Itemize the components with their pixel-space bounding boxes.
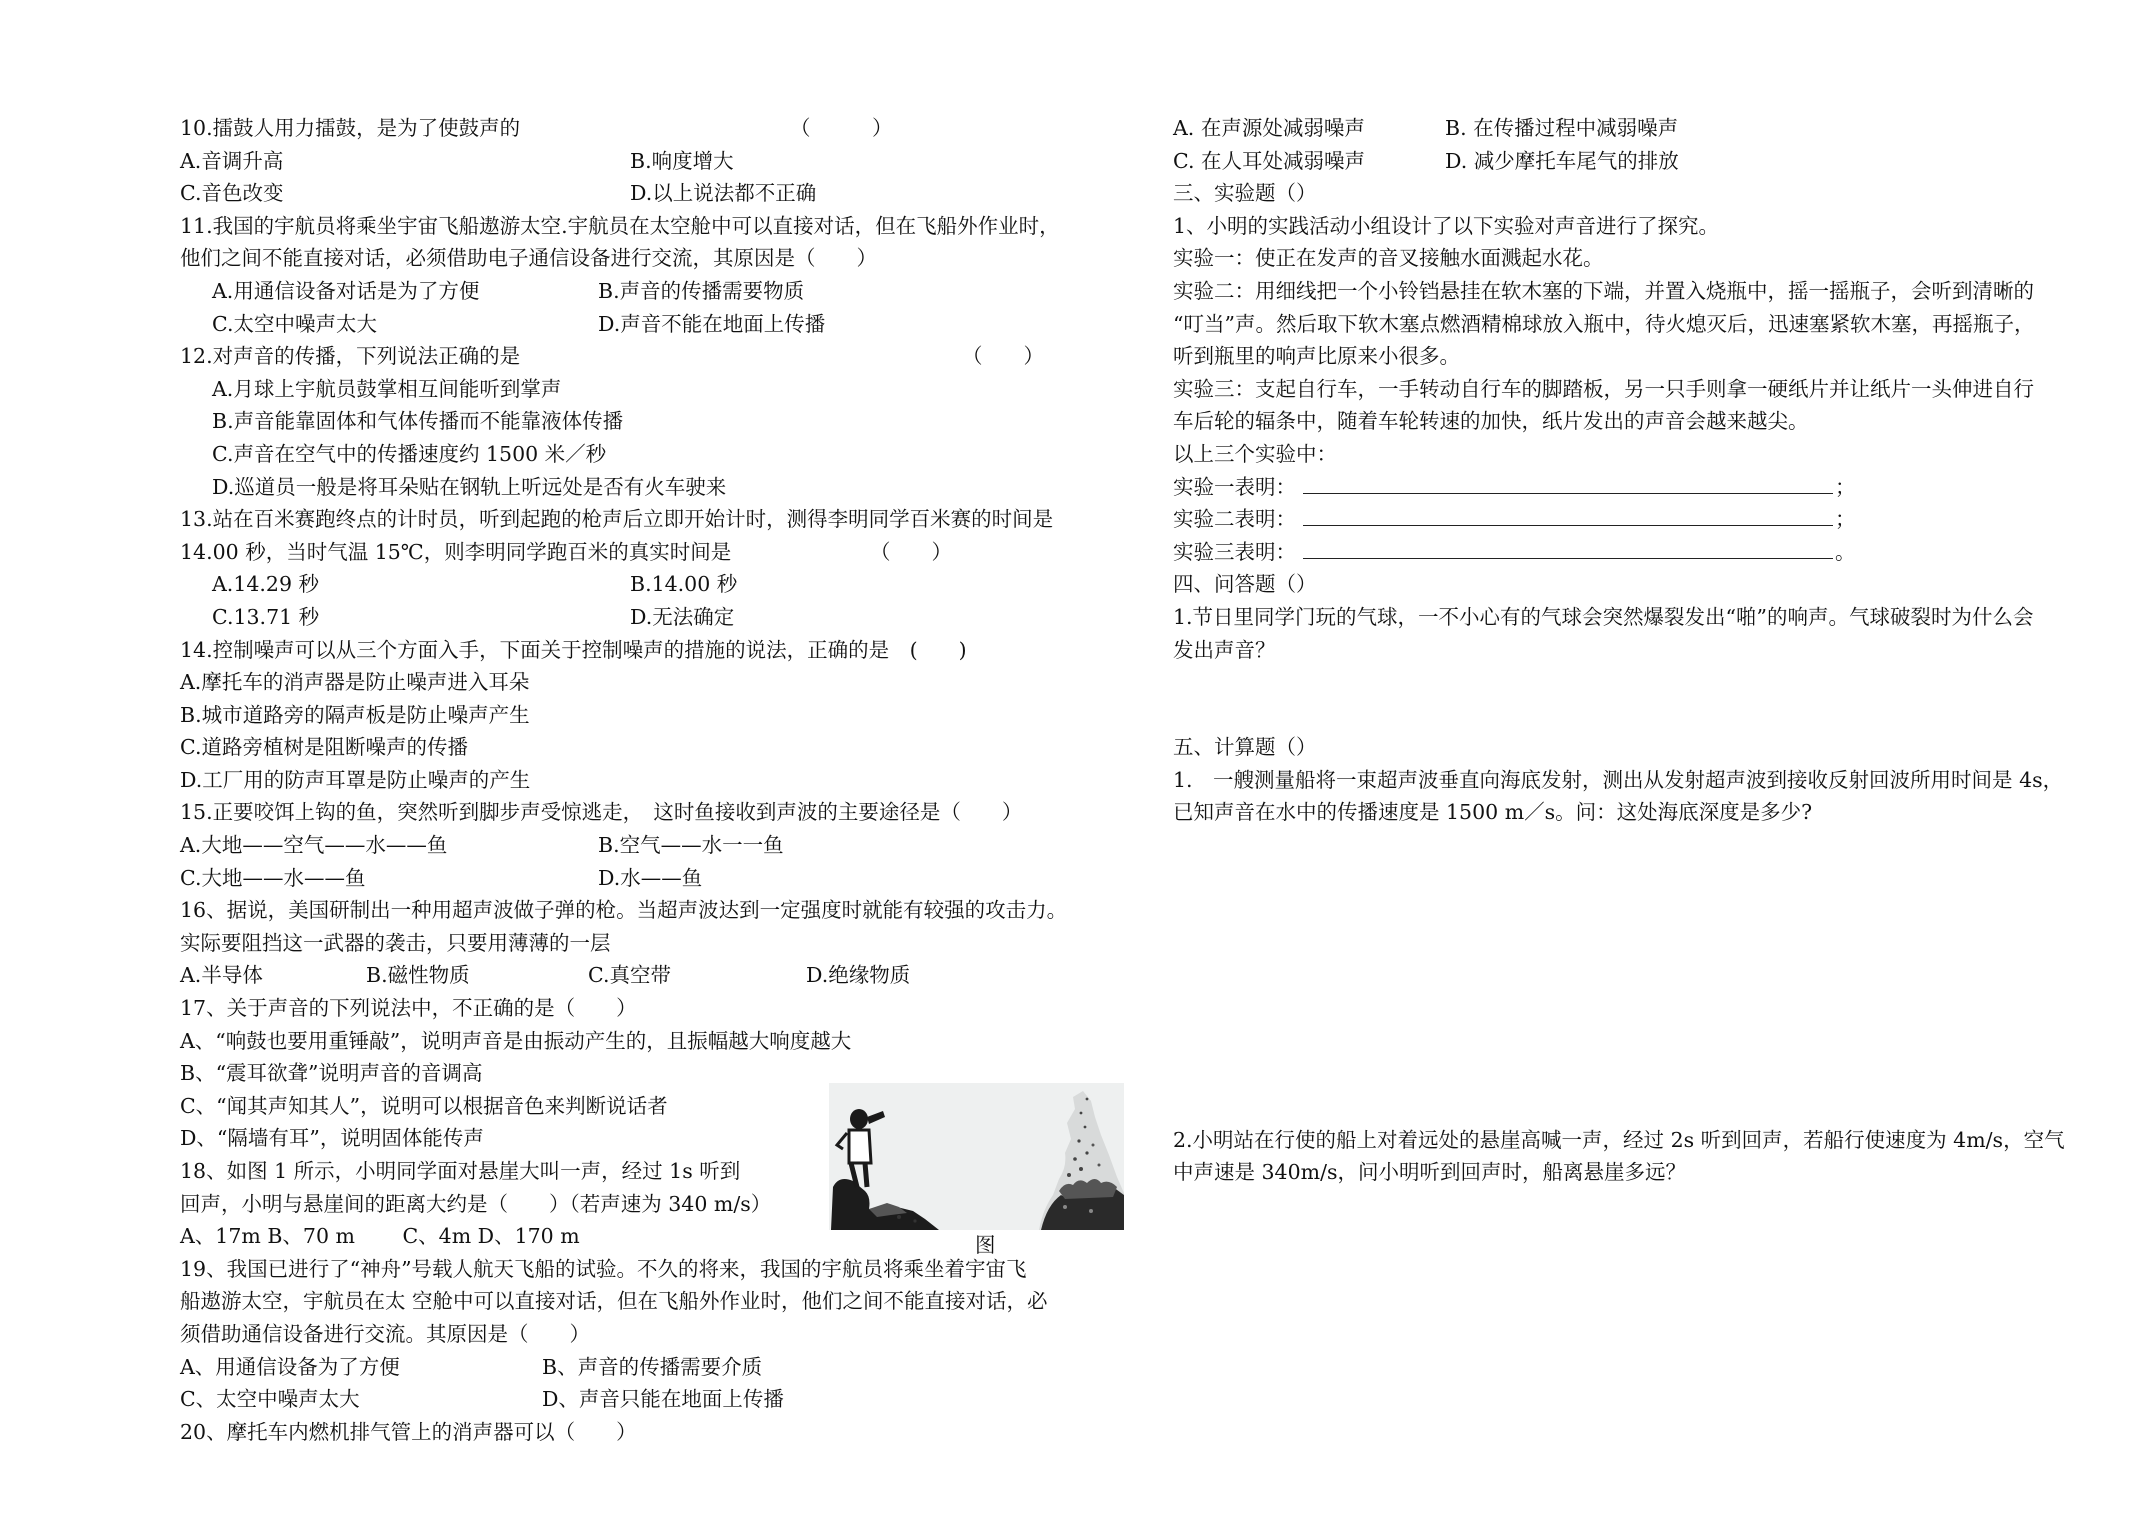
question-17-stem: 17、关于声音的下列说法中，不正确的是（ ） — [180, 996, 637, 1021]
question-14-option-c: C.道路旁植树是阻断噪声的传播 — [180, 735, 468, 760]
answer-space — [1173, 666, 2113, 731]
qa-question-1-line1: 1.节日里同学门玩的气球，一不小心有的气球会突然爆裂发出“啪”的响声。气球破裂时为什么会 — [1173, 604, 2034, 629]
question-14-stem: 14.控制噪声可以从三个方面入手，下面关于控制噪声的措施的说法，正确的是 ( ) — [180, 637, 967, 662]
question-13-stem-line2: 14.00 秒，当时气温 15℃，则李明同学跑百米的真实时间是 （ ） — [180, 536, 1120, 569]
option-d: D.声音不能在地面上传播 — [598, 311, 826, 336]
experiments-summary: 以上三个实验中： — [1173, 441, 1337, 466]
option-d: D. 减少摩托车尾气的排放 — [1445, 148, 1679, 173]
question-19-options-row2 — [180, 1383, 1120, 1416]
question-17-option-c: C、“闻其声知其人”，说明可以根据音色来判断说话者 — [180, 1093, 668, 1118]
question-19-stem-line2: 船遨游太空，宇航员在太 空舱中可以直接对话，但在飞船外作业时，他们之间不能直接对话，必 — [180, 1289, 1048, 1314]
cliff-echo-illustration — [829, 1083, 1124, 1230]
answer-blank[interactable] — [1303, 538, 1833, 559]
option-d: D.绝缘物质 — [806, 963, 911, 988]
option-d: D、声音只能在地面上传播 — [542, 1387, 784, 1412]
question-11-stem-line1: 11.我国的宇航员将乘坐宇宙飞船遨游太空.宇航员在太空舱中可以直接对话，但在飞船外作业时， — [180, 213, 1060, 238]
fill-blank-experiment-3: 实验三表明： 。 — [1173, 539, 1856, 564]
experiment-1: 实验一：使正在发声的音叉接触水面溅起水花。 — [1173, 246, 1604, 271]
question-18-stem-line1: 18、如图 1 所示，小明同学面对悬崖大叫一声，经过 1s 听到 — [180, 1159, 741, 1183]
option-b: B.磁性物质 — [366, 963, 470, 988]
question-12-stem: 12.对声音的传播，下列说法正确的是 （ ） — [180, 340, 1120, 373]
right-column — [1173, 112, 2113, 1189]
experiment-3-line1: 实验三：支起自行车，一手转动自行车的脚踏板，另一只手则拿一硬纸片并让纸片一头伸进自行 — [1173, 376, 2034, 401]
qa-question-1-line2: 发出声音？ — [1173, 637, 1276, 662]
figure-caption: 图 — [975, 1233, 996, 1257]
question-14-option-a: A.摩托车的消声器是防止噪声进入耳朵 — [180, 670, 530, 695]
option-d: D.水——鱼 — [598, 865, 703, 890]
question-11-options-row2 — [180, 308, 1120, 341]
calc-question-2-line1: 2.小明站在行使的船上对着远处的悬崖高喊一声，经过 2s 听到回声，若船行使速度为 4m/s，空气 — [1173, 1127, 2065, 1152]
option-c: C.音色改变 — [180, 181, 284, 206]
option-c: C.真空带 — [588, 963, 671, 988]
question-17-option-a: A、“响鼓也要用重锤敲”，说明声音是由振动产生的，且振幅越大响度越大 — [180, 1028, 852, 1053]
section-5-heading: 五、计算题（） — [1173, 735, 1317, 760]
calc-question-1-line1: 1. 一艘测量船将一束超声波垂直向海底发射，测出从发射超声波到接收反射回波所用时间是 4s， — [1173, 767, 2064, 792]
question-10-stem: 10.擂鼓人用力擂鼓，是为了使鼓声的 （ ） — [180, 112, 1120, 145]
question-10-options-row1 — [180, 145, 1120, 178]
option-c: C.太空中噪声太大 — [212, 311, 377, 336]
option-b: B.空气——水一一鱼 — [598, 833, 784, 858]
question-20-options-row1 — [1173, 112, 2113, 145]
question-12-option-a: A.月球上宇航员鼓掌相互间能听到掌声 — [212, 376, 562, 401]
question-12-option-d: D.巡道员一般是将耳朵贴在钢轨上听远处是否有火车驶来 — [212, 474, 727, 499]
option-a: A.大地——空气——水——鱼 — [180, 833, 448, 858]
question-12-option-c: C.声音在空气中的传播速度约 1500 米／秒 — [212, 441, 607, 466]
experiment-2-line3: 听到瓶里的响声比原来小很多。 — [1173, 344, 1460, 369]
answer-paren: （ ） — [790, 116, 893, 140]
answer-blank[interactable] — [1303, 505, 1833, 526]
option-d: D.无法确定 — [630, 604, 735, 629]
option-c: C.大地——水——鱼 — [180, 865, 366, 890]
option-a: A.用通信设备对话是为了方便 — [212, 278, 480, 303]
question-13-options-row2 — [180, 601, 1120, 634]
experiment-3-line2: 车后轮的辐条中，随着车轮转速的加快，纸片发出的声音会越来越尖。 — [1173, 409, 1809, 434]
experiment-2-line2: “叮当”声。然后取下软木塞点燃酒精棉球放入瓶中，待火熄灭后，迅速塞紧软木塞，再摇瓶子， — [1173, 311, 2035, 336]
question-17-option-d: D、“隔墙有耳”，说明固体能传声 — [180, 1126, 484, 1151]
question-17-option-b: B、“震耳欲聋”说明声音的音调高 — [180, 1061, 483, 1086]
answer-blank[interactable] — [1303, 473, 1833, 494]
option-b: B.声音的传播需要物质 — [598, 278, 805, 303]
experiment-2-line1: 实验二：用细线把一个小铃铛悬挂在软木塞的下端，并置入烧瓶中，摇一摇瓶子，会听到清晰的 — [1173, 278, 2034, 303]
question-19-options-row1 — [180, 1351, 1120, 1384]
calc-question-2-line2: 中声速是 340m/s，问小明听到回声时，船离悬崖多远？ — [1173, 1160, 1687, 1185]
option-b: B.14.00 秒 — [630, 572, 738, 597]
question-20-options-row2 — [1173, 145, 2113, 178]
option-a: A.半导体 — [180, 963, 263, 988]
option-a: A.14.29 秒 — [212, 572, 320, 597]
question-15-stem: 15.正要咬饵上钩的鱼，突然听到脚步声受惊逃走， 这时鱼接收到声波的主要途径是（ ） — [180, 800, 1023, 825]
question-15-options-row1 — [180, 829, 1120, 862]
fill-blank-experiment-2: 实验二表明： ； — [1173, 507, 1856, 532]
option-b: B. 在传播过程中减弱噪声 — [1445, 116, 1679, 140]
question-18-options: A、17m B、70 m C、4m D、170 m — [180, 1224, 580, 1249]
option-a: A. 在声源处减弱噪声 — [1173, 116, 1365, 140]
option-b: B.响度增大 — [630, 148, 734, 173]
question-16-stem-line1: 16、据说，美国研制出一种用超声波做子弹的枪。当超声波达到一定强度时就能有较强的攻击力。 — [180, 898, 1068, 923]
calc-question-1-line2: 已知声音在水中的传播速度是 1500 m／s。问：这处海底深度是多少? — [1173, 800, 1813, 825]
option-a: A.音调升高 — [180, 148, 284, 173]
option-b: B、声音的传播需要介质 — [542, 1354, 763, 1379]
answer-paren: （ ） — [962, 344, 1044, 369]
experiment-intro: 1、小明的实践活动小组设计了以下实验对声音进行了探究。 — [1173, 213, 1720, 238]
option-c: C.13.71 秒 — [212, 604, 320, 629]
question-11-options-row1 — [180, 275, 1120, 308]
answer-paren: （ ） — [870, 539, 952, 564]
question-14-option-d: D.工厂用的防声耳罩是防止噪声的产生 — [180, 767, 531, 792]
question-10-options-row2 — [180, 177, 1120, 210]
question-13-stem-line1: 13.站在百米赛跑终点的计时员，听到起跑的枪声后立即开始计时，测得李明同学百米赛的时间是 — [180, 507, 1054, 532]
question-11-stem-line2: 他们之间不能直接对话，必须借助电子通信设备进行交流，其原因是（ ） — [180, 246, 877, 271]
question-14-option-b: B.城市道路旁的隔声板是防止噪声产生 — [180, 702, 530, 727]
answer-space — [1173, 829, 2113, 1124]
question-18-stem-line2: 回声，小明与悬崖间的距离大约是（ ）（若声速为 340 m/s） — [180, 1191, 772, 1216]
question-19-stem-line3: 须借助通信设备进行交流。其原因是（ ） — [180, 1321, 590, 1346]
question-12-option-b: B.声音能靠固体和气体传播而不能靠液体传播 — [212, 409, 624, 434]
cliff-echo-figure — [829, 1083, 1124, 1230]
question-20-stem: 20、摩托车内燃机排气管上的消声器可以（ ） — [180, 1419, 637, 1444]
question-13-options-row1 — [180, 568, 1120, 601]
question-19-stem-line1: 19、我国已进行了“神舟”号载人航天飞船的试验。不久的将来，我国的宇航员将乘坐着宇宙飞 — [180, 1256, 1027, 1281]
option-d: D.以上说法都不正确 — [630, 181, 817, 206]
option-c: C、太空中噪声太大 — [180, 1387, 360, 1412]
option-c: C. 在人耳处减弱噪声 — [1173, 148, 1365, 173]
section-4-heading: 四、问答题（） — [1173, 572, 1317, 597]
question-16-options — [180, 959, 1120, 992]
question-16-stem-line2: 实际要阻挡这一武器的袭击，只要用薄薄的一层 — [180, 930, 611, 955]
section-3-heading: 三、实验题（） — [1173, 181, 1317, 206]
question-15-options-row2 — [180, 862, 1120, 895]
option-a: A、用通信设备为了方便 — [180, 1354, 400, 1379]
fill-blank-experiment-1: 实验一表明： ； — [1173, 474, 1856, 499]
